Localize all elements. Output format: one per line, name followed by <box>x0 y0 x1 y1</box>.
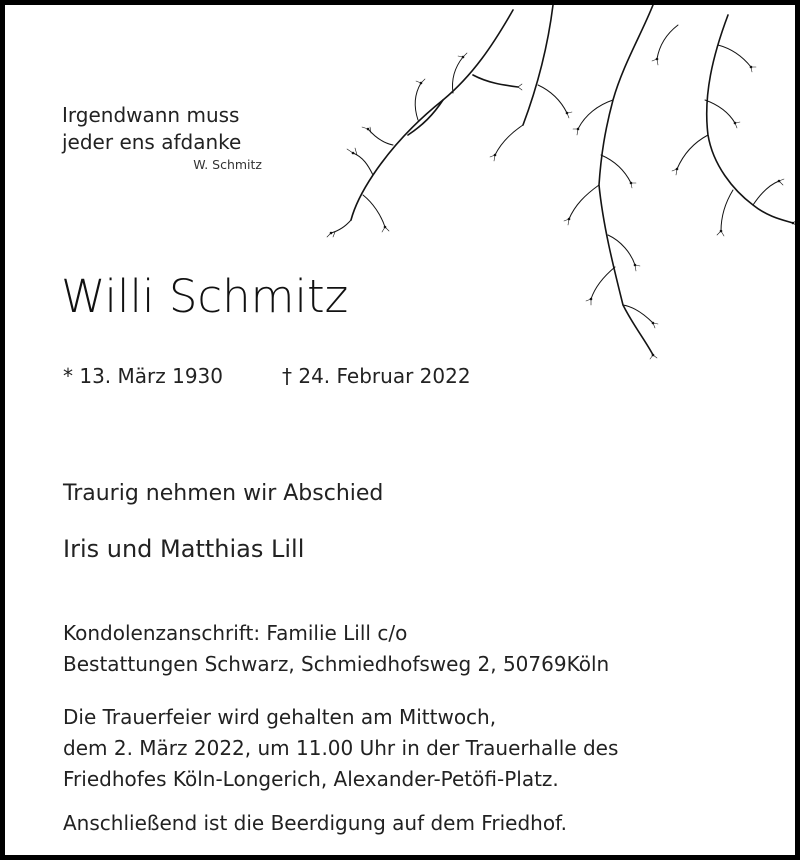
bare-tree-branches-icon <box>323 5 800 365</box>
burial-note: Anschließend ist die Beerdigung auf dem Friedhof. <box>63 811 567 835</box>
ceremony-line: dem 2. März 2022, um 11.00 Uhr in der Trauerhalle des <box>63 736 619 760</box>
birth-date: * 13. März 1930 <box>63 364 224 388</box>
address-line: Bestattungen Schwarz, Schmiedhofsweg 2, 50769Köln <box>63 652 610 676</box>
quote-author: W. Schmitz <box>193 157 262 172</box>
deceased-name: Willi Schmitz <box>61 270 349 323</box>
ceremony-line: Die Trauerfeier wird gehalten am Mittwoch, <box>63 705 497 729</box>
quote-line: Irgendwann muss <box>62 103 240 127</box>
memorial-quote <box>62 102 262 173</box>
address-line: Kondolenzanschrift: Familie Lill c/o <box>63 621 408 645</box>
ceremony-details <box>63 702 618 795</box>
ceremony-line: Friedhofes Köln-Longerich, Alexander-Petöfi-Platz. <box>63 767 559 791</box>
death-date: † 24. Februar 2022 <box>282 364 471 388</box>
condolence-address <box>63 618 609 680</box>
mourners-names: Iris und Matthias Lill <box>63 535 305 563</box>
farewell-text: Traurig nehmen wir Abschied <box>63 481 384 506</box>
quote-line: jeder ens afdanke <box>62 130 242 154</box>
